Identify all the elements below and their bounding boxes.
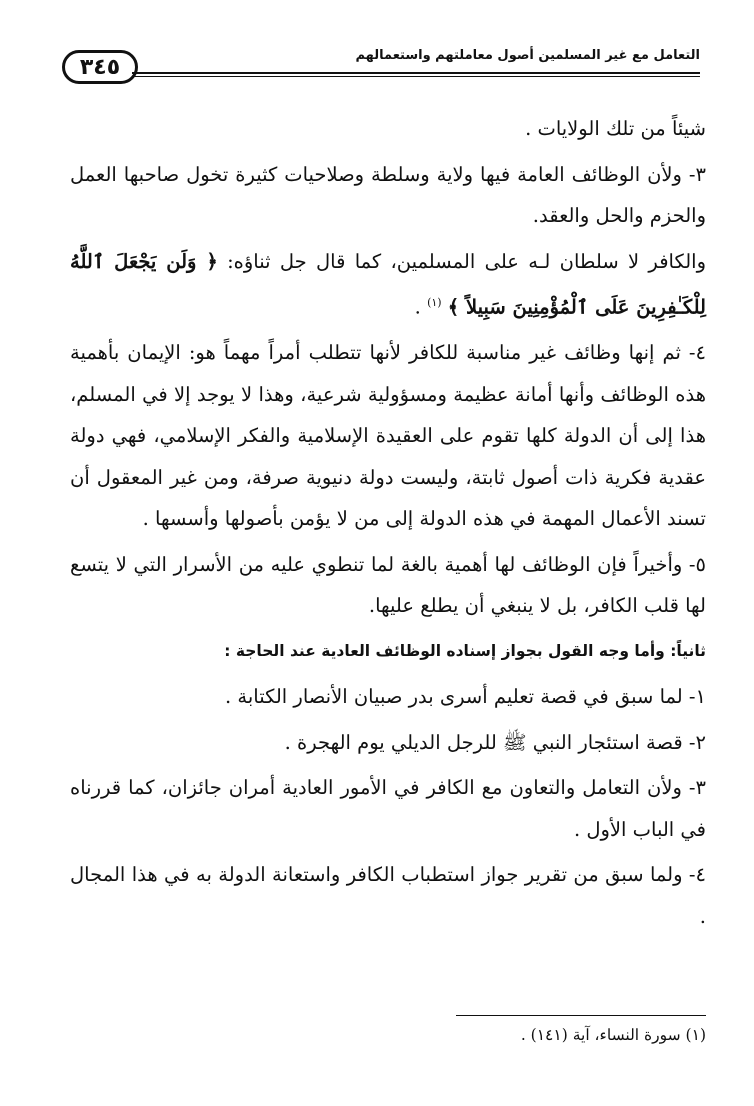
running-title: التعامل مع غير المسلمين أصول معاملتهم واستعمالهم — [355, 48, 700, 63]
list-item: ١- لما سبق في قصة تعليم أسرى بدر صبيان الأنصار الكتابة . — [224, 685, 706, 708]
paragraph: شيئاً من تلك الولايات . — [525, 117, 706, 140]
list-item: ٢- قصة استئجار النبي ﷺ للرجل الديلي يوم الهجرة . — [284, 730, 706, 754]
footnote-rule — [456, 1015, 706, 1016]
paragraph: ٣- ولأن الوظائف العامة فيها ولاية وسلطة وصلاحيات كثيرة تخول صاحبها العمل والحزم والحل والعقد. — [70, 162, 706, 227]
header-rule — [132, 72, 700, 74]
section-heading: ثانياً: وأما وجه القول بجواز إسناده الوظائف العادية عند الحاجة : — [224, 641, 706, 660]
footnote-ref: (١) — [427, 296, 442, 309]
list-item: ٣- ولأن التعامل والتعاون مع الكافر في الأمور العادية أمران جائزان، كما قررناه في الباب الأول . — [70, 776, 706, 841]
page-header — [62, 42, 700, 88]
body-text — [70, 108, 706, 937]
header-rule-thin — [134, 76, 700, 77]
list-item: ٤- ولما سبق من تقرير جواز استطباب الكافر واستعانة الدولة به في هذا المجال . — [70, 863, 706, 928]
quote-paragraph — [70, 241, 706, 329]
quran-verse: ﴿ وَلَن يَجْعَلَ ٱللَّهُ لِلْكَـٰفِرِينَ عَلَى ٱلْمُؤْمِنِينَ سَبِيلاً ﴾ — [70, 249, 706, 319]
quote-intro: والكافر لا سلطان لـه على المسلمين، كما قال جل ثناؤه: — [227, 249, 707, 273]
footnote: (١) سورة النساء، آية (١٤١) . — [520, 1026, 706, 1044]
paragraph: ٥- وأخيراً فإن الوظائف لها أهمية بالغة لما تنطوي عليه من الأسرار التي لا يتسع لها قلب الكافر، بل لا ينبغي أن يطلع عليها. — [70, 552, 706, 617]
quote-end: . — [414, 295, 421, 319]
page-number: ٣٤٥ — [62, 50, 138, 84]
paragraph: ٤- ثم إنها وظائف غير مناسبة للكافر لأنها تتطلب أمراً مهماً هو: الإيمان بأهمية هذه الوظائف وأنها أمانة عظيمة ومسؤولية شرعية، وهذا لا يوجد إلا في المسلم، هذا إلى أن الدولة كلها تقوم على العقيدة الإسلامية والفكر الإسلامي، فهي دولة عقدية فكرية ذات أصول ثابتة، وليست دولة دنيوية صرفة، ومن غير المعقول أن تسند الأعمال المهمة في هذه الدولة إلى من لا يؤمن بأصولها وأسسها . — [70, 341, 706, 530]
